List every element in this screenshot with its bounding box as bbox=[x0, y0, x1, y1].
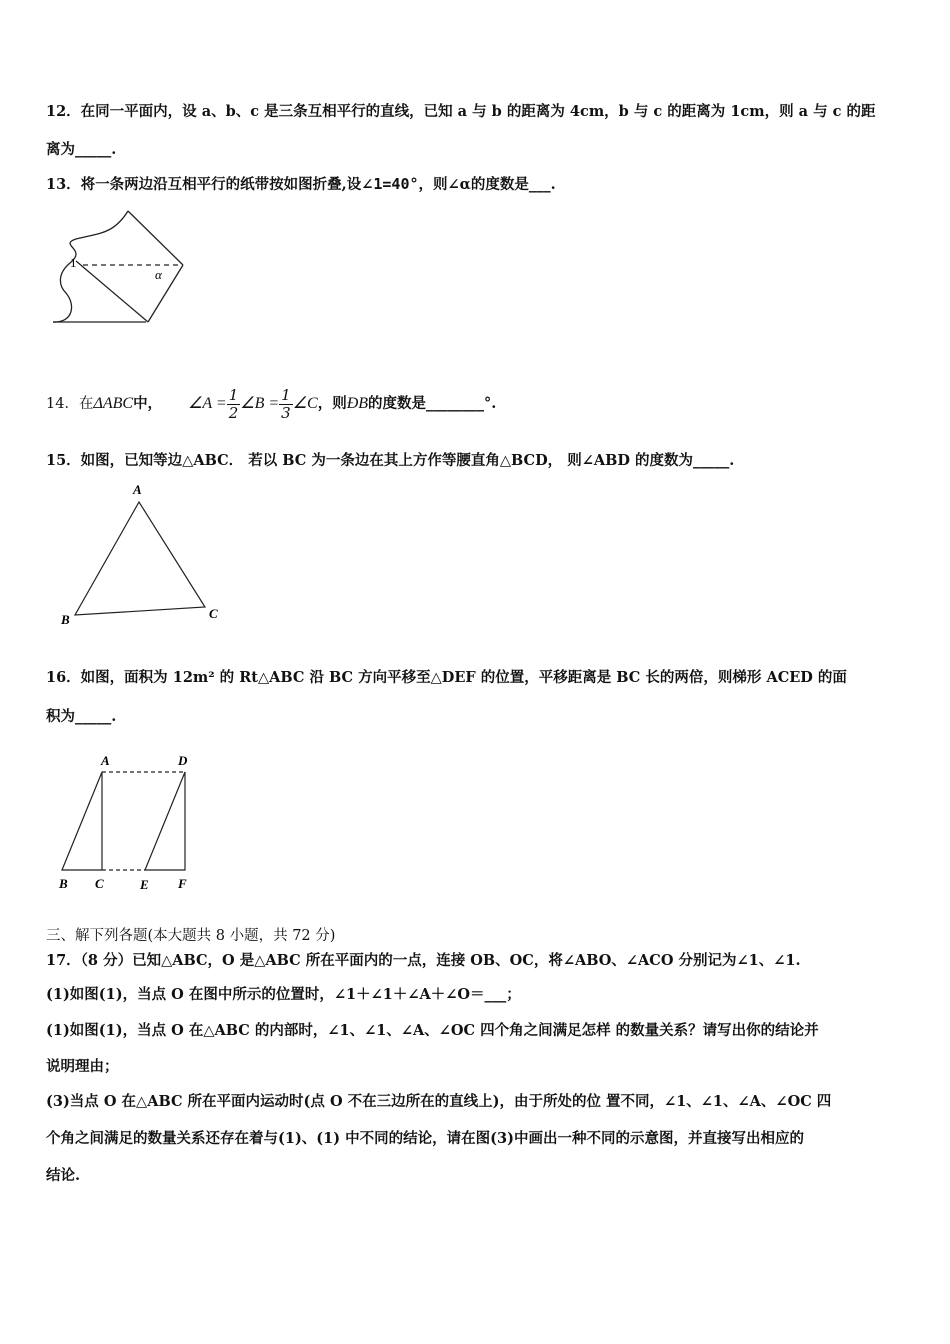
q16-triangle-def bbox=[145, 772, 185, 870]
q17-line-3: (1)如图(1)，当点 O 在△ABC 的内部时，∠1、∠1、∠A、∠OC 四个角之间满足怎样 的数量关系？请写出你的结论并 bbox=[46, 1022, 819, 1039]
section-3-heading: 三、解下列各题(本大题共 8 小题，共 72 分) bbox=[46, 928, 336, 944]
q14-text bbox=[46, 384, 910, 424]
q14-suffix-a: ，则 bbox=[317, 395, 347, 412]
q16-label-d: D bbox=[178, 753, 188, 768]
q15-label-b: B bbox=[61, 612, 70, 627]
q14-frac2-num: 1 bbox=[281, 385, 291, 404]
q17-line-5: (3)当点 O 在△ABC 所在平面内运动时(点 O 不在三边所在的直线上)，由于所处的位 置不同，∠1、∠1、∠A、∠OC 四 bbox=[46, 1093, 832, 1110]
q13-paper-strip bbox=[53, 211, 128, 322]
q14-frac2-den: 3 bbox=[281, 403, 291, 422]
q14-angle-b: ÐB bbox=[346, 395, 369, 412]
q13-text bbox=[46, 174, 910, 195]
q16-line-1: 16．如图，面积为 12m² 的 Rt△ABC 沿 BC 方向平移至△DEF 的位置，平移距离是 BC 长的两倍，则梯形 ACED 的面 bbox=[46, 669, 847, 686]
q17-line-6: 个角之间满足的数量关系还存在着与(1)、(1) 中不同的结论，请在图(3)中画出一种不同的示意图，并直接写出相应的 bbox=[46, 1130, 804, 1147]
q13-text-a: 13．将一条两边沿互相平行的纸带按如图折叠,设∠ bbox=[46, 176, 374, 193]
q14-math-b: ∠B = bbox=[240, 395, 280, 412]
q13-label-alpha: α bbox=[155, 267, 162, 282]
q15-label-c: C bbox=[209, 606, 218, 621]
q15-label-a: A bbox=[133, 482, 142, 497]
q16-label-b: B bbox=[59, 876, 68, 891]
q13-figure bbox=[48, 205, 198, 330]
q16-triangle-abc bbox=[62, 772, 102, 870]
q17-line-7: 结论. bbox=[46, 1167, 81, 1184]
q14-triangle: ΔABC bbox=[93, 395, 134, 412]
q14-frac1-num: 1 bbox=[228, 385, 239, 404]
q13-text-b: 1=40° bbox=[373, 175, 419, 193]
q12-line-2: 离为_____. bbox=[46, 141, 117, 158]
q16-label-c: C bbox=[95, 876, 104, 891]
q16-label-f: F bbox=[178, 876, 187, 891]
q14-math-a: ∠A = bbox=[188, 395, 227, 412]
q15-figure bbox=[55, 480, 235, 630]
q16-line-2: 积为_____. bbox=[46, 708, 117, 725]
q14-fraction-third bbox=[279, 387, 293, 422]
q16-figure bbox=[50, 750, 210, 900]
q14-frac1-den: 2 bbox=[228, 403, 239, 422]
q14-math-c: ∠C bbox=[292, 395, 318, 412]
q15-text: 15．如图，已知等边△ABC． 若以 BC 为一条边在其上方作等腰直角△BCD， 则∠ABD 的度数为_____. bbox=[46, 452, 735, 469]
q16-label-e: E bbox=[140, 877, 149, 892]
q14-suffix-b: 的度数是________°. bbox=[368, 395, 497, 412]
q17-line-2: (1)如图(1)，当点 O 在图中所示的位置时，∠1＋∠1＋∠A＋∠O＝___； bbox=[46, 986, 521, 1003]
q17-line-4: 说明理由； bbox=[46, 1058, 119, 1075]
q12-line-1: 12．在同一平面内，设 a、b、c 是三条互相平行的直线，已知 a 与 b 的距离为 4cm，b 与 c 的距离为 1cm，则 a 与 c 的距 bbox=[46, 103, 876, 120]
q14-mid: 中， bbox=[133, 395, 163, 412]
q15-triangle bbox=[75, 502, 205, 615]
q16-label-a: A bbox=[101, 753, 110, 768]
q17-line-1: 17．（8 分）已知△ABC，O 是△ABC 所在平面内的一点，连接 OB、OC，将∠ABO、∠ACO 分别记为∠1、∠1. bbox=[46, 952, 801, 969]
q14-prefix: 14．在 bbox=[46, 396, 94, 412]
q13-text-c: ，则∠α的度数是___. bbox=[418, 176, 556, 193]
q14-fraction-half bbox=[227, 387, 241, 422]
q13-label-1: 1 bbox=[70, 255, 77, 270]
